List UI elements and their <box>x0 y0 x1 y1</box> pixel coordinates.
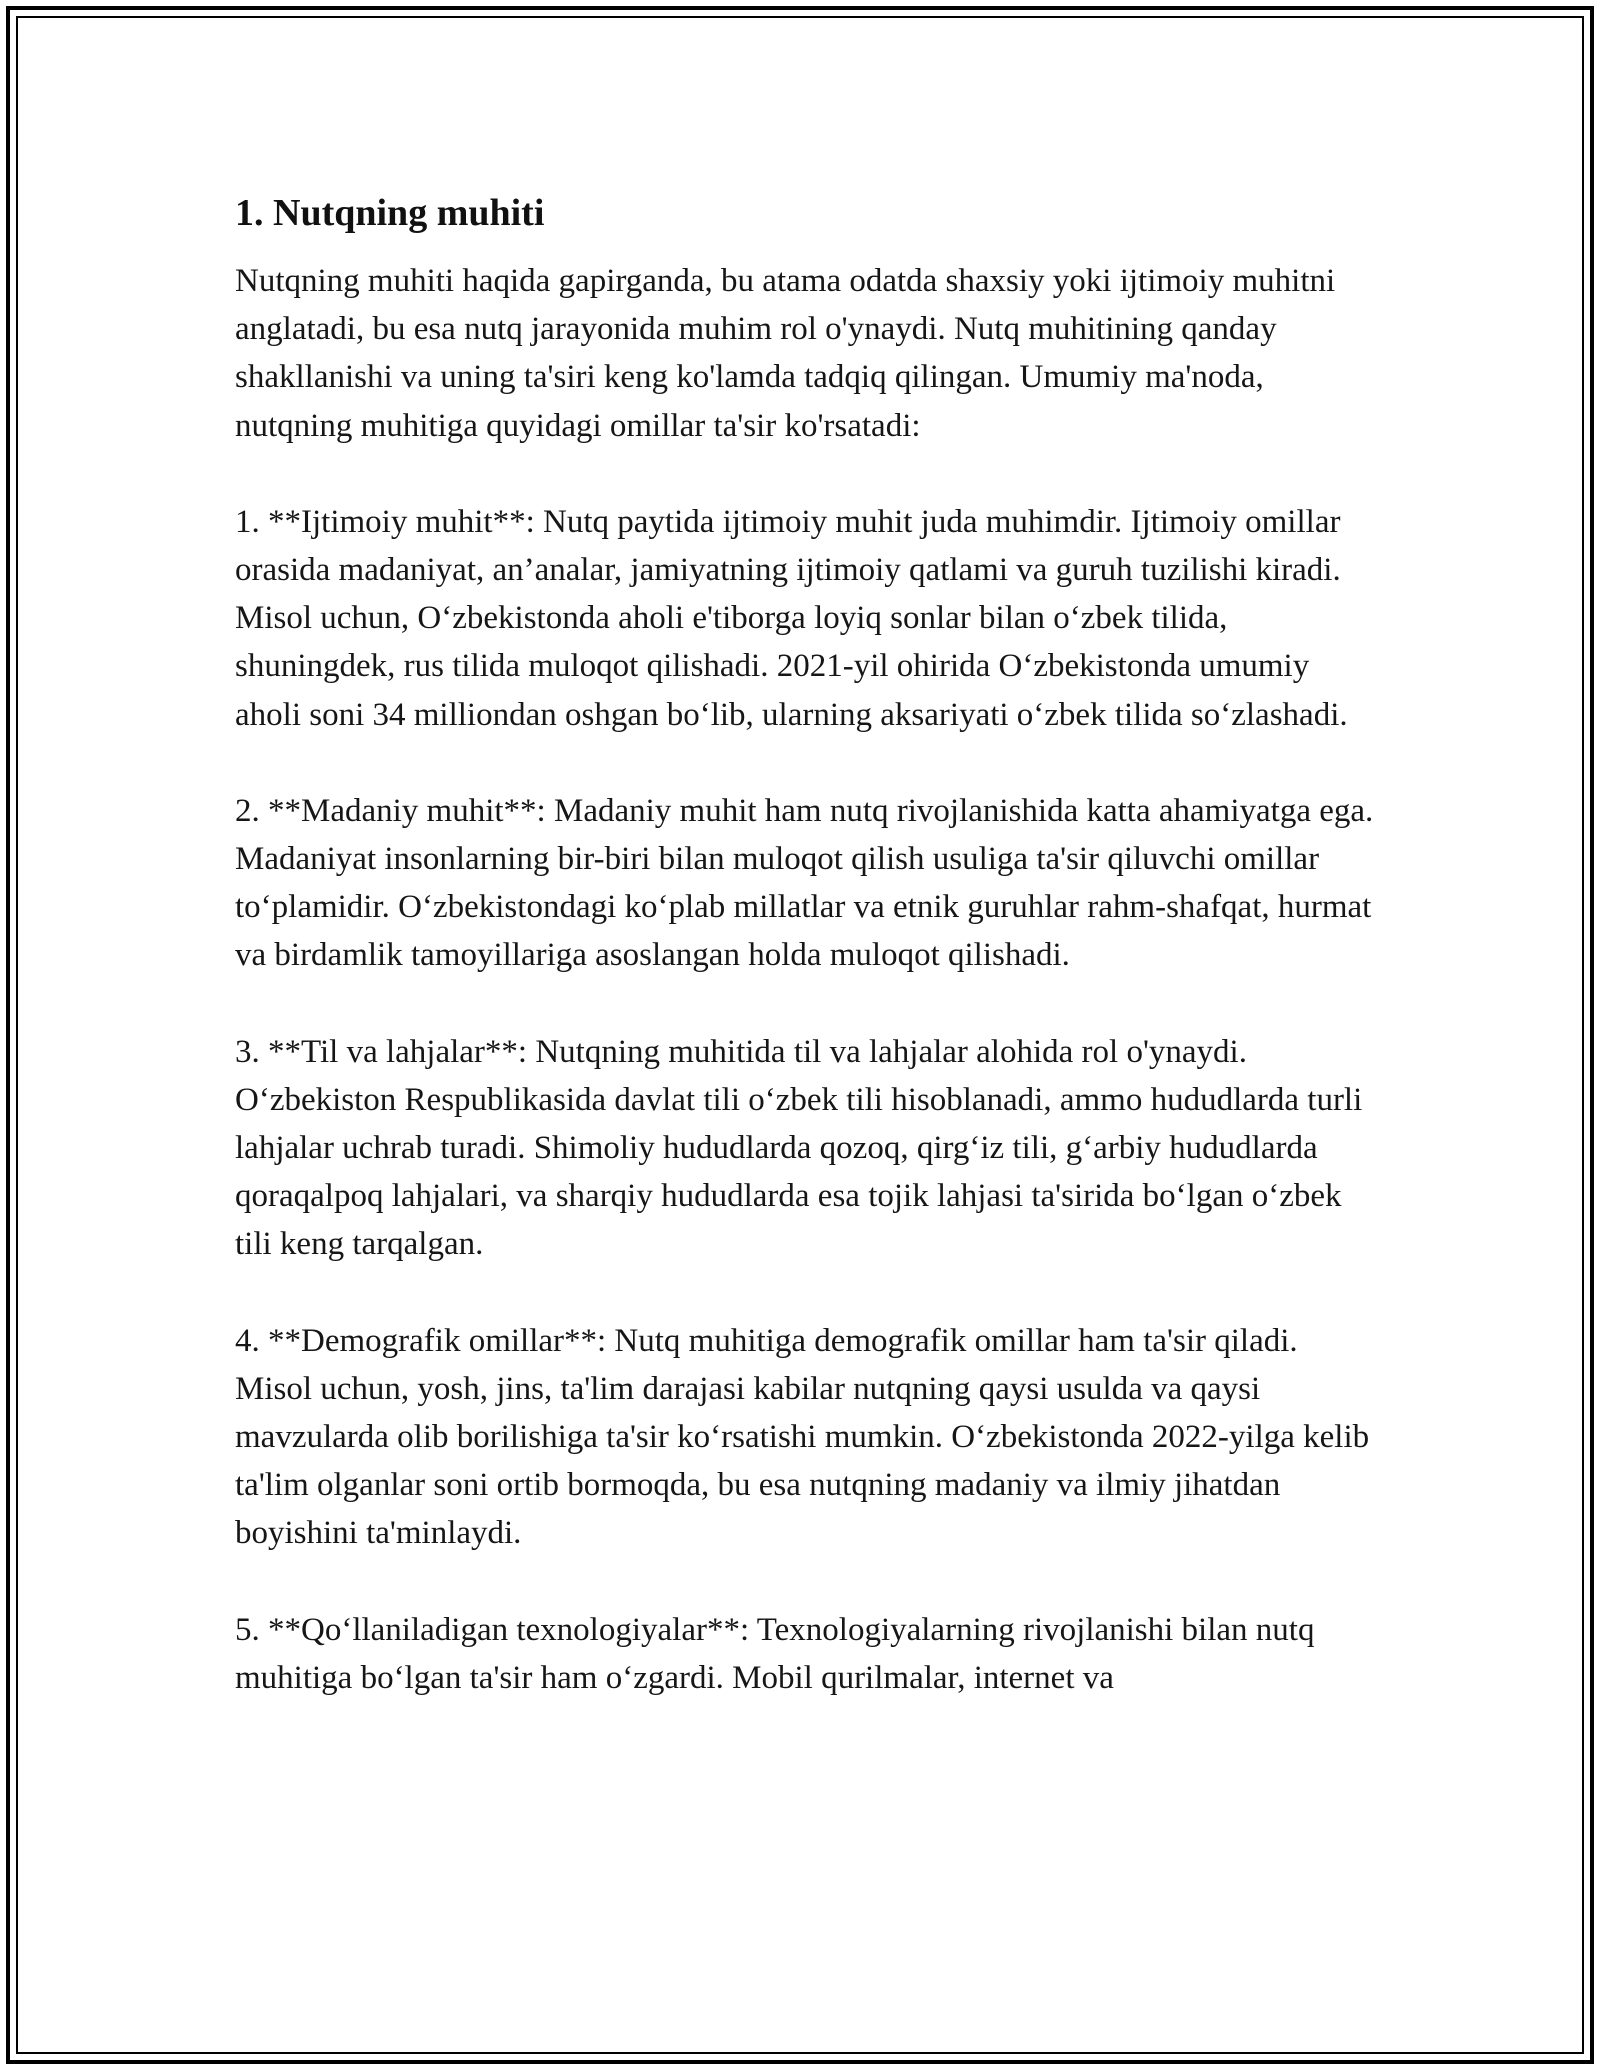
document-body <box>235 188 1375 1702</box>
list-item-social-environment: 1. **Ijtimoiy muhit**: Nutq paytida ijtimoiy muhit juda muhimdir. Ijtimoiy omillar orasida madaniyat, an’analar, jamiyatning ijtimoiy qatlami va guruh tuzilishi kiradi. Misol uchun, O‘zbekistonda aholi e'tiborga loyiq sonlar bilan o‘zbek tilida, shuningdek, rus tilida muloqot qilishadi. 2021-yil ohirida O‘zbekistonda umumiy aholi soni 34 milliondan oshgan bo‘lib, ularning aksariyati o‘zbek tilida so‘zlashadi. <box>235 503 1348 733</box>
list-item-language-dialects: 3. **Til va lahjalar**: Nutqning muhitida til va lahjalar alohida rol o'ynaydi. O‘zbekiston Respublikasida davlat tili o‘zbek tili hisoblanadi, ammo hududlarda turli lahjalar uchrab turadi. Shimoliy hududlarda qozoq, qirg‘iz tili, g‘arbiy hududlarda qoraqalpoq lahjalari, va sharqiy hududlarda esa tojik lahjasi ta'sirida bo‘lgan o‘zbek tili keng tarqalgan. <box>235 1033 1363 1263</box>
list-item-demographic-factors: 4. **Demografik omillar**: Nutq muhitiga demografik omillar ham ta'sir qiladi. Misol uchun, yosh, jins, ta'lim darajasi kabilar nutqning qaysi usulda va qaysi mavzularda olib borilishiga ta'sir ko‘rsatishi mumkin. O‘zbekistonda 2022-yilga kelib ta'lim olganlar soni ortib bormoqda, bu esa nutqning madaniy va ilmiy jihatdan boyishini ta'minlaydi. <box>235 1322 1370 1552</box>
list-item-cultural-environment: 2. **Madaniy muhit**: Madaniy muhit ham nutq rivojlanishida katta ahamiyatga ega. Madaniyat insonlarning bir-biri bilan muloqot qilish usuliga ta'sir qiluvchi omillar to‘plamidir. O‘zbekistondagi ko‘plab millatlar va etnik guruhlar rahm-shafqat, hurmat va birdamlik tamoyillariga asoslangan holda muloqot qilishadi. <box>235 792 1374 974</box>
section-heading: 1. Nutqning muhiti <box>235 192 545 234</box>
list-item-technologies: 5. **Qo‘llaniladigan texnologiyalar**: Texnologiyalarning rivojlanishi bilan nutq muhitiga bo‘lgan ta'sir ham o‘zgardi. Mobil qurilmalar, internet va <box>235 1611 1315 1696</box>
intro-paragraph: Nutqning muhiti haqida gapirganda, bu atama odatda shaxsiy yoki ijtimoiy muhitni anglatadi, bu esa nutq jarayonida muhim rol o'ynaydi. Nutq muhitining qanday shakllanishi va uning ta'siri keng ko'lamda tadqiq qilingan. Umumiy ma'noda, nutqning muhitiga quyidagi omillar ta'sir ko'rsatadi: <box>235 263 1336 444</box>
